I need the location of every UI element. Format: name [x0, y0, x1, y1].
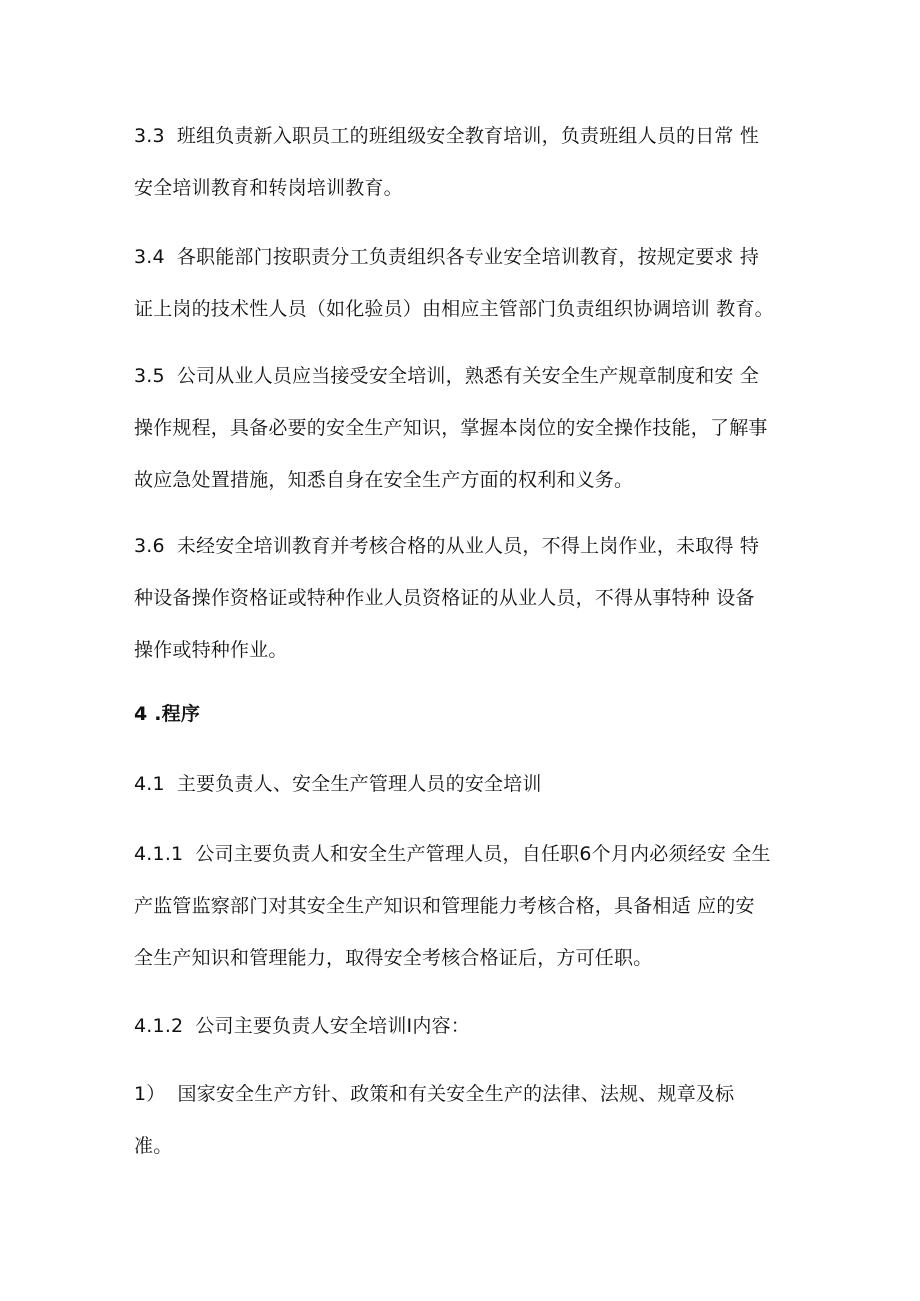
section-heading-4 — [134, 688, 804, 740]
line-text: 国家安全生产方针、政策和有关安全生产的法律、法规、规章及标 — [177, 1083, 735, 1105]
paragraph-line — [134, 350, 804, 402]
paragraph-line — [134, 1000, 804, 1052]
line-text: 公司从业人员应当接受安全培训，熟悉有关安全生产规章制度和安 全 — [176, 365, 760, 387]
paragraph-4-1-1 — [134, 828, 804, 984]
paragraph-line: 产监管监察部门对其安全生产知识和管理能力考核合格，具备相适 应的安 — [134, 895, 755, 917]
paragraph-4-1-2 — [134, 1000, 804, 1052]
line-text: 公司主要负责人安全培训I内容： — [195, 1015, 470, 1037]
paragraph-3-5 — [134, 350, 804, 506]
paragraph-line — [134, 828, 804, 880]
section-number: 4.1.2 — [134, 1015, 184, 1037]
line-text: 班组负责新入职员工的班组级安全教育培训，负责班组人员的日常 性 — [176, 125, 760, 147]
paragraph-line — [134, 520, 804, 572]
section-number: 4.1.1 — [134, 843, 184, 865]
line-text: .程序 — [147, 703, 201, 725]
section-number: 4 — [134, 703, 148, 725]
line-text: 主要负责人、安全生产管理人员的安全培训 — [176, 773, 542, 795]
paragraph-line: 证上岗的技术性人员（如化验员）由相应主管部门负责组织协调培训 教育。 — [134, 298, 774, 320]
section-number: 3.5 — [134, 365, 165, 387]
paragraph-line — [134, 1068, 804, 1120]
section-number: 3.4 — [134, 246, 165, 268]
paragraph-line: 准。 — [134, 1135, 173, 1157]
list-item-1 — [134, 1068, 804, 1172]
list-number: 1） — [134, 1083, 166, 1105]
paragraph-line: 种设备操作资格证或特种作业人员资格证的从业人员，不得从事特种 设备 — [134, 587, 755, 609]
line-text: 未经安全培训教育并考核合格的从业人员，不得上岗作业，未取得 特 — [176, 535, 760, 557]
paragraph-line — [134, 758, 804, 810]
paragraph-3-6 — [134, 520, 804, 676]
section-number: 3.3 — [134, 125, 165, 147]
paragraph-line: 操作或特种作业。 — [134, 639, 288, 661]
paragraph-line — [134, 231, 804, 283]
section-number: 3.6 — [134, 535, 165, 557]
paragraph-line: 安全培训教育和转岗培训教育。 — [134, 177, 403, 199]
paragraph-3-3 — [134, 110, 804, 214]
paragraph-line: 全生产知识和管理能力，取得安全考核合格证后，方可任职。 — [134, 947, 653, 969]
paragraph-line: 故应急处置措施，知悉自身在安全生产方面的权利和义务。 — [134, 469, 634, 491]
paragraph-line — [134, 110, 804, 162]
paragraph-line — [134, 688, 804, 740]
line-text: 公司主要负责人和安全生产管理人员，自任职6个月内必须经安 全生 — [195, 843, 771, 865]
paragraph-line: 操作规程，具备必要的安全生产知识，掌握本岗位的安全操作技能，了解事 — [134, 417, 768, 439]
paragraph-3-4 — [134, 231, 804, 335]
section-number: 4.1 — [134, 773, 165, 795]
paragraph-4-1 — [134, 758, 804, 810]
line-text: 各职能部门按职责分工负责组织各专业安全培训教育，按规定要求 持 — [176, 246, 760, 268]
